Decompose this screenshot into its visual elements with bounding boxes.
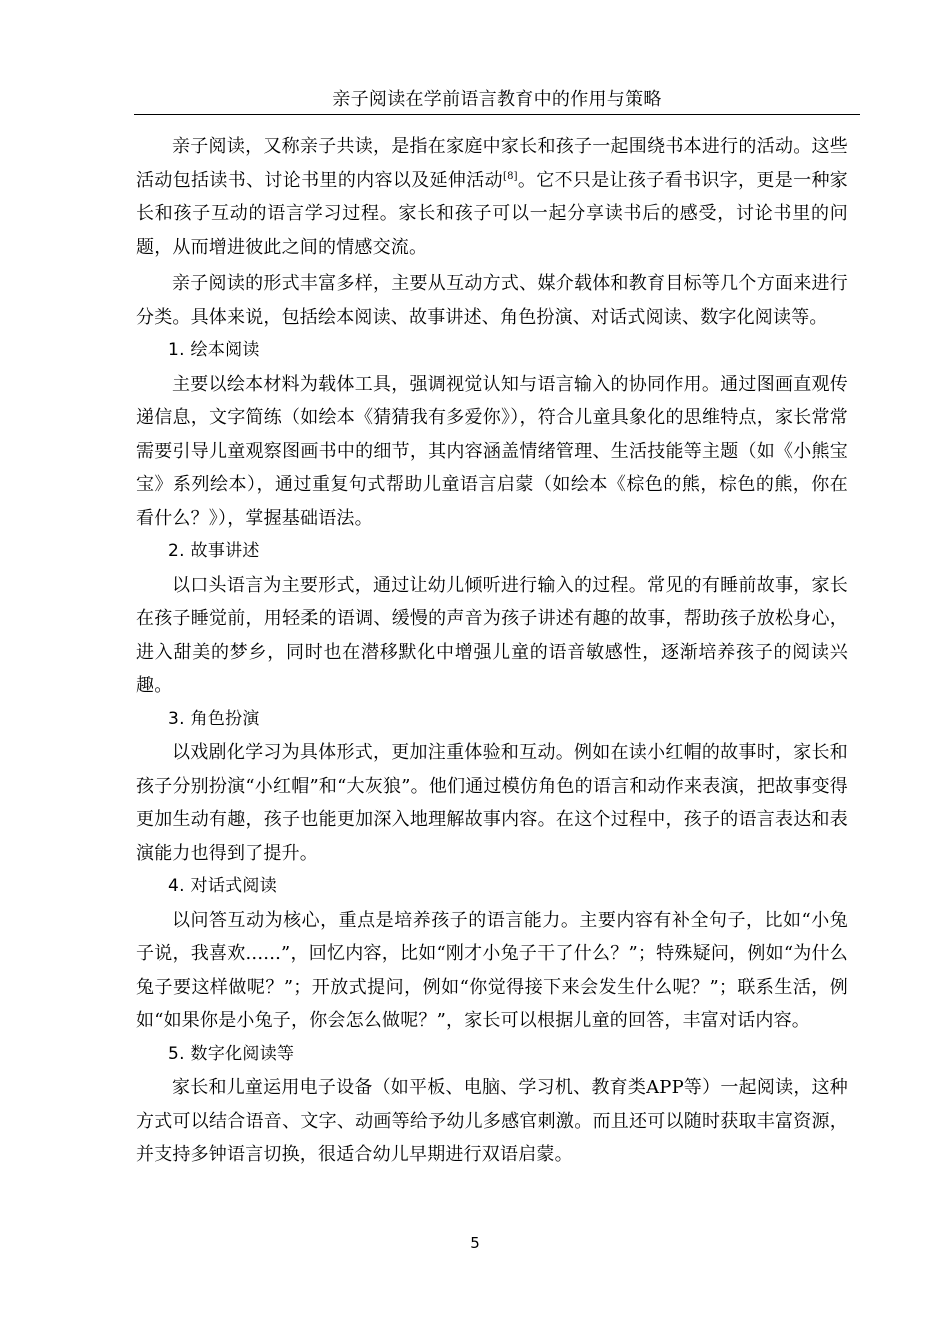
citation-8[interactable]: [8] [502, 170, 518, 182]
section-heading-picture-book: 1. 绘本阅读 [168, 340, 260, 360]
intro-paragraph-1-text-cont: 。它不只是让孩子看书识字，更是一种家长和孩子互动的语言学习过程。家长和孩子可以一起分享读书后的感受，讨论书里的问题，从而增进彼此之间的情感交流。 [136, 169, 848, 258]
section-heading-dialogic-reading: 4. 对话式阅读 [168, 876, 278, 896]
intro-paragraph-1 [136, 130, 848, 264]
page-number: 5 [470, 1234, 480, 1252]
section-text-picture-book: 主要以绘本材料为载体工具，强调视觉认知与语言输入的协同作用。通过图画直观传递信息，文字简练（如绘本《猜猜我有多爱你》），符合儿童具象化的思维特点，家长常常需要引导儿童观察图画书中的细节，其内容涵盖情绪管理、生活技能等主题（如《小熊宝宝》系列绘本），通过重复句式帮助儿童语言启蒙（如绘本《棕色的熊，棕色的熊，你在看什么？》），掌握基础语法。 [136, 373, 848, 529]
running-header [134, 88, 860, 115]
section-text-digital-reading: 家长和儿童运用电子设备（如平板、电脑、学习机、教育类APP等）一起阅读，这种方式可以结合语音、文字、动画等给予幼儿多感官刺激。而且还可以随时获取丰富资源，并支持多钟语言切换，很适合幼儿早期进行双语启蒙。 [136, 1077, 848, 1165]
section-text-dialogic-reading: 以问答互动为核心，重点是培养孩子的语言能力。主要内容有补全句子，比如“小兔子说，我喜欢......”，回忆内容，比如“刚才小兔子干了什么？”；特殊疑问，例如“为什么兔子要这样做呢？”；开放式提问，例如“你觉得接下来会发生什么呢？”；联系生活，例如“如果你是小兔子，你会怎么做呢？”，家长可以根据儿童的回答，丰富对话内容。 [136, 909, 848, 1031]
section-text-storytelling: 以口头语言为主要形式，通过让幼儿倾听进行输入的过程。常见的有睡前故事，家长在孩子睡觉前，用轻柔的语调、缓慢的声音为孩子讲述有趣的故事，帮助孩子放松身心，进入甜美的梦乡，同时也在潜移默化中增强儿童的语音敏感性，逐渐培养孩子的阅读兴趣。 [136, 574, 848, 696]
section-text-role-play: 以戏剧化学习为具体形式，更加注重体验和互动。例如在读小红帽的故事时，家长和孩子分别扮演“小红帽”和“大灰狼”。他们通过模仿角色的语言和动作来表演，把故事变得更加生动有趣，孩子也能更加深入地理解故事内容。在这个过程中，孩子的语言表达和表演能力也得到了提升。 [136, 742, 848, 864]
header-title: 亲子阅读在学前语言教育中的作用与策略 [332, 89, 662, 110]
document-body [136, 130, 848, 1172]
section-heading-role-play: 3. 角色扮演 [168, 708, 260, 729]
intro-paragraph-2: 亲子阅读的形式丰富多样，主要从互动方式、媒介载体和教育目标等几个方面来进行分类。具体来说，包括绘本阅读、故事讲述、角色扮演、对话式阅读、数字化阅读等。 [136, 273, 848, 328]
section-heading-storytelling: 2. 故事讲述 [168, 541, 260, 561]
intro-paragraph-1-text: 亲子阅读，又称亲子共读，是指在家庭中家长和孩子一起围绕书本进行的活动。这些活动包括读书、讨论书里的内容以及延伸活动 [136, 136, 848, 191]
section-heading-digital-reading: 5. 数字化阅读等 [168, 1043, 295, 1064]
